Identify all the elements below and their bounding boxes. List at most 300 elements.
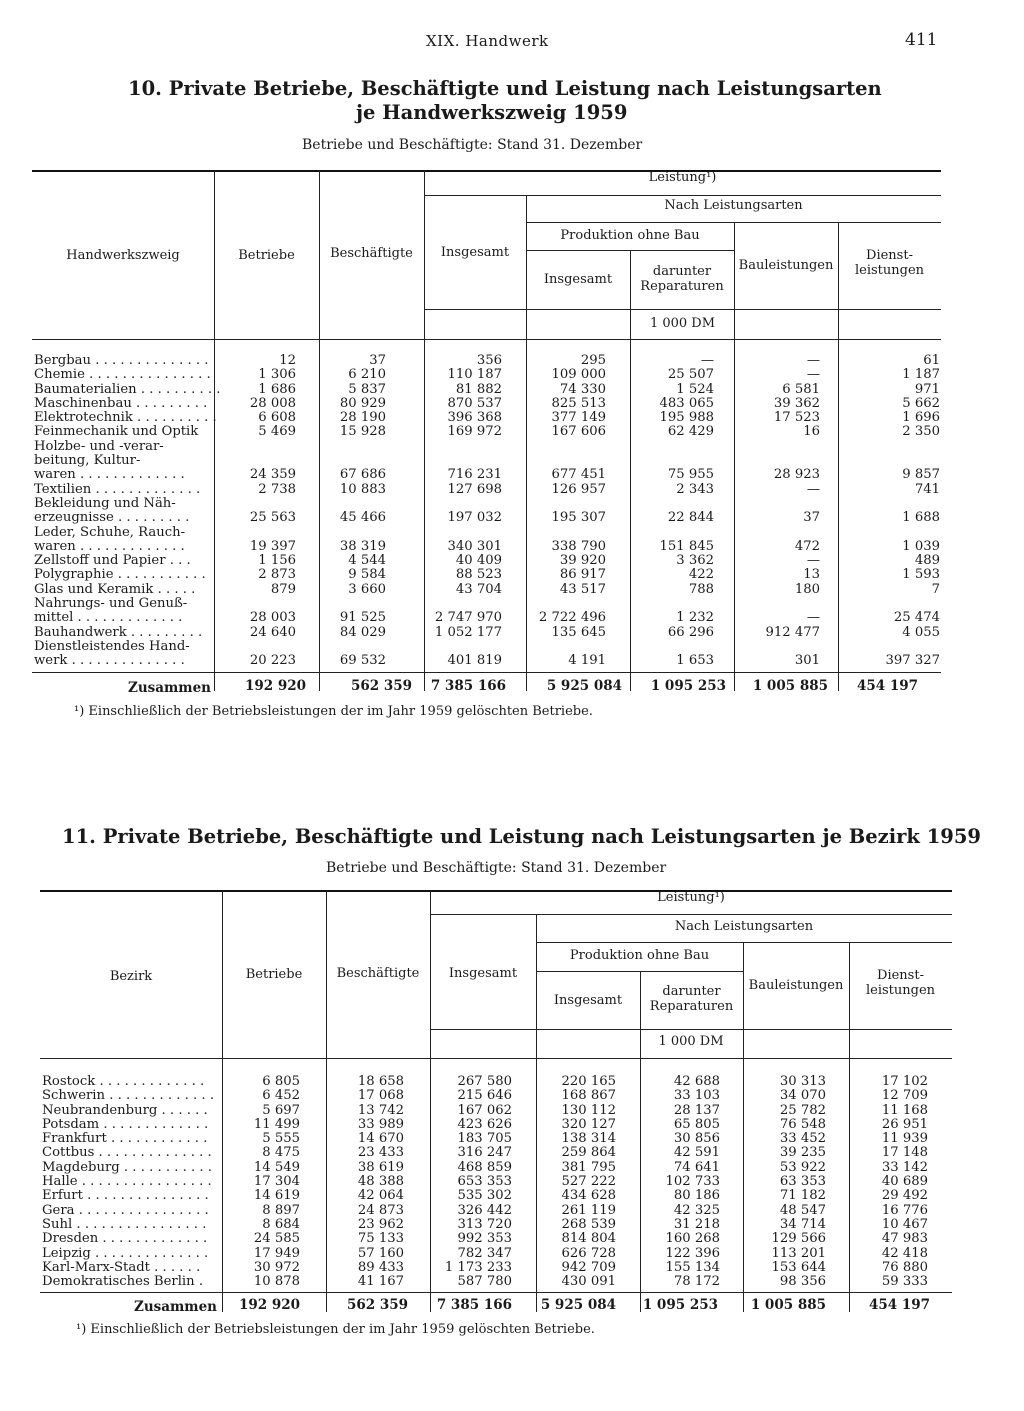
- cell-value: 12: [279, 353, 296, 368]
- row-label: erzeugnisse . . . . . . . . .: [34, 510, 190, 526]
- cell-value: 1 156: [258, 553, 296, 569]
- row-label: Chemie . . . . . . . . . . . . . . .: [34, 367, 211, 383]
- cell-value: 16: [803, 424, 820, 440]
- row-label: Frankfurt . . . . . . . . . . . .: [42, 1131, 208, 1147]
- total-value: 5 925 084: [546, 678, 622, 694]
- row-label: Bekleidung und Näh-: [34, 495, 176, 511]
- cell-value: 5 555: [262, 1131, 300, 1147]
- cell-value: 30 313: [779, 1074, 826, 1089]
- table-row: [42, 1118, 952, 1132]
- cell-value: 37: [803, 510, 820, 526]
- row-label: Potsdam . . . . . . . . . . . . .: [42, 1116, 209, 1132]
- cell-value: 127 698: [447, 481, 502, 497]
- cell-value: 9 584: [348, 567, 386, 583]
- table10-title-line1: 10. Private Betriebe, Beschäftigte und Leistung nach Leistungsarten: [128, 77, 882, 100]
- cell-value: 113 201: [771, 1245, 826, 1261]
- cell-value: 17 304: [253, 1174, 300, 1190]
- table10-header-stub: Handwerkszweig: [66, 248, 180, 263]
- cell-value: 75 955: [667, 467, 714, 483]
- cell-value: 10 883: [339, 481, 386, 497]
- cell-value: 67 686: [339, 467, 386, 483]
- cell-value: 316 247: [457, 1145, 512, 1161]
- cell-value: 6 608: [258, 410, 296, 426]
- table10-header-betriebe: Betriebe: [238, 248, 295, 263]
- total-value: 7 385 166: [436, 1297, 512, 1313]
- total-value: 1 005 885: [750, 1297, 826, 1313]
- cell-value: 168 867: [561, 1088, 616, 1104]
- table11-header-prod-insgesamt: Insgesamt: [553, 993, 623, 1008]
- table11-header-insgesamt: Insgesamt: [448, 966, 518, 981]
- table-row: [42, 1189, 952, 1203]
- cell-value: 74 330: [559, 381, 606, 397]
- cell-value: 31 218: [673, 1216, 720, 1232]
- cell-value: 422: [688, 567, 714, 583]
- table-row: [42, 1218, 952, 1232]
- table-row: [34, 411, 941, 425]
- cell-value: 86 917: [559, 567, 606, 583]
- cell-value: 42 418: [881, 1245, 928, 1261]
- cell-value: 43 517: [559, 581, 606, 597]
- cell-value: 30 972: [253, 1259, 300, 1275]
- cell-value: 17 148: [881, 1145, 928, 1161]
- table10-header-leistung: Leistung¹): [648, 170, 717, 185]
- cell-value: 75 133: [357, 1231, 404, 1247]
- cell-value: 4 191: [568, 653, 606, 669]
- row-label: Holzbe- und -verar-: [34, 438, 164, 454]
- cell-value: 39 920: [559, 553, 606, 569]
- table11-header-betriebe: Betriebe: [245, 967, 303, 982]
- row-label: mittel . . . . . . . . . . . . .: [34, 610, 183, 626]
- row-label: Glas und Keramik . . . . .: [34, 581, 196, 597]
- cell-value: 1 039: [902, 538, 940, 554]
- table-row: [42, 1175, 952, 1189]
- row-label: Bauhandwerk . . . . . . . . .: [34, 624, 203, 640]
- cell-value: 261 119: [561, 1202, 616, 1218]
- table11-header-nach: Nach Leistungsarten: [674, 919, 814, 934]
- cell-value: 4 055: [902, 624, 940, 640]
- cell-value: 42 064: [357, 1188, 404, 1204]
- cell-value: 401 819: [447, 653, 502, 669]
- cell-value: 2 722 496: [538, 610, 606, 626]
- total-value: 562 359: [350, 678, 412, 694]
- cell-value: —: [806, 553, 820, 569]
- cell-value: 160 268: [665, 1231, 720, 1247]
- table11-header-produktion: Produktion ohne Bau: [569, 948, 710, 963]
- cell-value: 76 880: [881, 1259, 928, 1275]
- cell-value: 14 549: [253, 1159, 300, 1175]
- cell-value: 34 714: [779, 1216, 826, 1232]
- cell-value: 1 524: [676, 381, 714, 397]
- cell-value: 10 467: [881, 1216, 928, 1232]
- table-row: [42, 1204, 952, 1218]
- cell-value: 992 353: [457, 1231, 512, 1247]
- cell-value: 381 795: [561, 1159, 616, 1175]
- cell-value: 338 790: [551, 538, 606, 554]
- total-value: 454 197: [856, 678, 918, 694]
- cell-value: 25 507: [667, 367, 714, 383]
- table10-total-label: Zusammen: [128, 680, 211, 696]
- cell-value: 197 032: [447, 510, 502, 526]
- cell-value: 28 008: [249, 395, 296, 411]
- cell-value: 42 591: [673, 1145, 720, 1161]
- cell-value: 1 593: [902, 567, 940, 583]
- cell-value: 11 168: [881, 1102, 928, 1118]
- cell-value: 7: [931, 581, 940, 597]
- cell-value: 15 928: [339, 424, 386, 440]
- row-label: werk . . . . . . . . . . . . . .: [34, 653, 185, 669]
- cell-value: 33 142: [881, 1159, 928, 1175]
- table-row: [34, 568, 941, 582]
- cell-value: 183 705: [457, 1131, 512, 1147]
- table11-footnote: ¹) Einschließlich der Betriebsleistungen der im Jahr 1959 gelöschten Betriebe.: [76, 1322, 595, 1337]
- table-row: [42, 1161, 952, 1175]
- cell-value: —: [700, 353, 714, 368]
- cell-value: 53 922: [779, 1159, 826, 1175]
- cell-value: 10 878: [253, 1274, 300, 1290]
- cell-value: 38 319: [339, 538, 386, 554]
- cell-value: 19 397: [249, 538, 296, 554]
- cell-value: 34 070: [779, 1088, 826, 1104]
- cell-value: 377 149: [551, 410, 606, 426]
- cell-value: 20 223: [249, 653, 296, 669]
- table10-header-dienstleistungen: Dienst- leistungen: [854, 248, 925, 278]
- cell-value: 626 728: [561, 1245, 616, 1261]
- row-label: Baumaterialien . . . . . . . . . .: [34, 381, 221, 397]
- table10-header-unit: 1 000 DM: [649, 316, 716, 331]
- cell-value: 47 983: [881, 1231, 928, 1247]
- cell-value: 814 804: [561, 1231, 616, 1247]
- cell-value: 23 433: [357, 1145, 404, 1161]
- cell-value: 28 923: [773, 467, 820, 483]
- table-row: [34, 397, 941, 411]
- cell-value: 37: [369, 353, 386, 368]
- cell-value: 80 186: [673, 1188, 720, 1204]
- cell-value: 396 368: [447, 410, 502, 426]
- cell-value: 89 433: [357, 1259, 404, 1275]
- cell-value: 88 523: [455, 567, 502, 583]
- cell-value: 1 187: [902, 367, 940, 383]
- cell-value: 468 859: [457, 1159, 512, 1175]
- cell-value: 16 776: [881, 1202, 928, 1218]
- table-row: [34, 354, 941, 368]
- table10-title-line2: je Handwerkszweig 1959: [356, 101, 628, 124]
- cell-value: 527 222: [561, 1174, 616, 1190]
- table10-footnote: ¹) Einschließlich der Betriebsleistungen der im Jahr 1959 gelöschten Betriebe.: [74, 704, 593, 719]
- table10-header-beschaeftigte: Beschäftigte: [330, 246, 413, 261]
- cell-value: 22 844: [667, 510, 714, 526]
- cell-value: 78 172: [673, 1274, 720, 1290]
- table-row: [34, 425, 941, 439]
- cell-value: 825 513: [551, 395, 606, 411]
- cell-value: 6 210: [348, 367, 386, 383]
- cell-value: 17 949: [253, 1245, 300, 1261]
- row-label: Magdeburg . . . . . . . . . . .: [42, 1159, 212, 1175]
- table10-body: [34, 354, 941, 669]
- table-row: [42, 1247, 952, 1261]
- cell-value: 220 165: [561, 1074, 616, 1089]
- cell-value: 151 845: [659, 538, 714, 554]
- cell-value: 677 451: [551, 467, 606, 483]
- cell-value: 71 182: [779, 1188, 826, 1204]
- cell-value: 42 325: [673, 1202, 720, 1218]
- row-label: Cottbus . . . . . . . . . . . . . .: [42, 1145, 212, 1161]
- table11-header-beschaeftigte: Beschäftigte: [336, 966, 420, 981]
- cell-value: 2 873: [258, 567, 296, 583]
- cell-value: 1 232: [676, 610, 714, 626]
- row-label: beitung, Kultur-: [34, 453, 141, 469]
- row-label: Maschinenbau . . . . . . . . .: [34, 395, 208, 411]
- cell-value: 1 688: [902, 510, 940, 526]
- cell-value: 397 327: [885, 653, 940, 669]
- cell-value: 430 091: [561, 1274, 616, 1290]
- cell-value: 356: [476, 353, 502, 368]
- cell-value: —: [806, 481, 820, 497]
- table10-header-nach: Nach Leistungsarten: [664, 198, 803, 213]
- table10-header-produktion: Produktion ohne Bau: [560, 228, 700, 243]
- table11-subtitle: Betriebe und Beschäftigte: Stand 31. Dezember: [326, 860, 667, 876]
- cell-value: 587 780: [457, 1274, 512, 1290]
- cell-value: 1 306: [258, 367, 296, 383]
- cell-value: 98 356: [779, 1274, 826, 1290]
- table-row: [34, 626, 941, 640]
- cell-value: 489: [914, 553, 940, 569]
- table-row: [34, 640, 941, 669]
- cell-value: 180: [794, 581, 820, 597]
- cell-value: 320 127: [561, 1116, 616, 1132]
- cell-value: 23 962: [357, 1216, 404, 1232]
- cell-value: 340 301: [447, 538, 502, 554]
- cell-value: 69 532: [339, 653, 386, 669]
- table10-header-prod-insgesamt: Insgesamt: [543, 272, 613, 287]
- cell-value: 5 469: [258, 424, 296, 440]
- cell-value: 42 688: [673, 1074, 720, 1089]
- cell-value: 8 475: [262, 1145, 300, 1161]
- table11-body: [42, 1075, 952, 1289]
- cell-value: 40 409: [455, 553, 502, 569]
- cell-value: 43 704: [455, 581, 502, 597]
- cell-value: 84 029: [339, 624, 386, 640]
- row-label: Neubrandenburg . . . . . .: [42, 1102, 208, 1118]
- cell-value: 17 102: [881, 1074, 928, 1089]
- cell-value: 25 782: [779, 1102, 826, 1118]
- cell-value: 4 544: [348, 553, 386, 569]
- cell-value: 45 466: [339, 510, 386, 526]
- table11-header-unit: 1 000 DM: [658, 1034, 724, 1049]
- row-label: Leder, Schuhe, Rauch-: [34, 524, 186, 540]
- cell-value: 268 539: [561, 1216, 616, 1232]
- row-label: waren . . . . . . . . . . . . .: [34, 538, 185, 554]
- cell-value: 74 641: [673, 1159, 720, 1175]
- cell-value: 14 619: [253, 1188, 300, 1204]
- cell-value: 169 972: [447, 424, 502, 440]
- table10-header-darunter: darunter Reparaturen: [640, 264, 724, 294]
- row-label: Nahrungs- und Genuß-: [34, 596, 188, 612]
- cell-value: 1 686: [258, 381, 296, 397]
- cell-value: 259 864: [561, 1145, 616, 1161]
- cell-value: 9 857: [902, 467, 940, 483]
- cell-value: 17 068: [357, 1088, 404, 1104]
- cell-value: 63 353: [779, 1174, 826, 1190]
- total-value: 1 095 253: [650, 678, 726, 694]
- row-label: Gera . . . . . . . . . . . . . . . .: [42, 1202, 209, 1218]
- table-row: [42, 1089, 952, 1103]
- cell-value: 48 388: [357, 1174, 404, 1190]
- cell-value: 13 742: [357, 1102, 404, 1118]
- row-label: Polygraphie . . . . . . . . . . .: [34, 567, 206, 583]
- cell-value: 3 660: [348, 581, 386, 597]
- cell-value: 30 856: [673, 1131, 720, 1147]
- cell-value: 130 112: [561, 1102, 616, 1118]
- cell-value: 33 103: [673, 1088, 720, 1104]
- row-label: Leipzig . . . . . . . . . . . . . .: [42, 1245, 209, 1261]
- row-label: Zellstoff und Papier . . .: [34, 553, 191, 569]
- cell-value: 126 957: [551, 481, 606, 497]
- cell-value: 76 548: [779, 1116, 826, 1132]
- cell-value: 109 000: [551, 367, 606, 383]
- cell-value: 129 566: [771, 1231, 826, 1247]
- table-row: [34, 440, 941, 483]
- cell-value: 2 747 970: [434, 610, 502, 626]
- cell-value: 33 989: [357, 1116, 404, 1132]
- total-value: 5 925 084: [540, 1297, 616, 1313]
- cell-value: 912 477: [765, 624, 820, 640]
- cell-value: 110 187: [447, 367, 502, 383]
- table-row: [42, 1075, 952, 1089]
- cell-value: 17 523: [773, 410, 820, 426]
- cell-value: 167 606: [551, 424, 606, 440]
- row-label: Feinmechanik und Optik: [34, 424, 199, 440]
- table-row: [34, 497, 941, 526]
- cell-value: 2 343: [676, 481, 714, 497]
- table-row: [34, 383, 941, 397]
- table-row: [34, 368, 941, 382]
- row-label: Rostock . . . . . . . . . . . . .: [42, 1074, 205, 1089]
- total-value: 192 920: [244, 678, 306, 694]
- cell-value: 1 052 177: [434, 624, 502, 640]
- total-value: 7 385 166: [430, 678, 506, 694]
- total-value: 1 005 885: [752, 678, 828, 694]
- cell-value: 91 525: [339, 610, 386, 626]
- cell-value: 1 696: [902, 410, 940, 426]
- cell-value: 5 697: [262, 1102, 300, 1118]
- cell-value: 65 805: [673, 1116, 720, 1132]
- table-row: [34, 483, 941, 497]
- row-label: Karl-Marx-Stadt . . . . . .: [42, 1259, 201, 1275]
- table-row: [42, 1261, 952, 1275]
- total-value: 454 197: [868, 1297, 930, 1313]
- total-value: 562 359: [346, 1297, 408, 1313]
- cell-value: 29 492: [881, 1188, 928, 1204]
- cell-value: 782 347: [457, 1245, 512, 1261]
- cell-value: 741: [914, 481, 940, 497]
- cell-value: 13: [803, 567, 820, 583]
- cell-value: 472: [794, 538, 820, 554]
- cell-value: 155 134: [665, 1259, 720, 1275]
- cell-value: 5 837: [348, 381, 386, 397]
- table-row: [34, 526, 941, 555]
- cell-value: 138 314: [561, 1131, 616, 1147]
- table11-total-label: Zusammen: [134, 1299, 217, 1315]
- row-label: Erfurt . . . . . . . . . . . . . . .: [42, 1188, 209, 1204]
- total-value: 192 920: [238, 1297, 300, 1313]
- cell-value: 28 003: [249, 610, 296, 626]
- cell-value: 24 585: [253, 1231, 300, 1247]
- cell-value: 48 547: [779, 1202, 826, 1218]
- cell-value: 215 646: [457, 1088, 512, 1104]
- table11-header-dienstleistungen: Dienst- leistungen: [865, 968, 936, 998]
- cell-value: 870 537: [447, 395, 502, 411]
- table-row: [42, 1275, 952, 1289]
- cell-value: 434 628: [561, 1188, 616, 1204]
- cell-value: 3 362: [676, 553, 714, 569]
- row-label: Schwerin . . . . . . . . . . . . .: [42, 1088, 215, 1104]
- cell-value: 18 658: [357, 1074, 404, 1089]
- cell-value: 195 307: [551, 510, 606, 526]
- cell-value: —: [806, 610, 820, 626]
- table-row: [42, 1132, 952, 1146]
- cell-value: 879: [270, 581, 296, 597]
- cell-value: 483 065: [659, 395, 714, 411]
- running-head: XIX. Handwerk: [426, 32, 549, 50]
- table-row: [42, 1232, 952, 1246]
- cell-value: 295: [580, 353, 606, 368]
- cell-value: 5 662: [902, 395, 940, 411]
- table-row: [34, 583, 941, 597]
- cell-value: 971: [914, 381, 940, 397]
- cell-value: 24 640: [249, 624, 296, 640]
- cell-value: 24 873: [357, 1202, 404, 1218]
- cell-value: 135 645: [551, 624, 606, 640]
- table11-header-stub: Bezirk: [109, 969, 153, 984]
- cell-value: 61: [923, 353, 940, 368]
- row-label: Dresden . . . . . . . . . . . . .: [42, 1231, 208, 1247]
- cell-value: 25 563: [249, 510, 296, 526]
- cell-value: 153 644: [771, 1259, 826, 1275]
- cell-value: 423 626: [457, 1116, 512, 1132]
- cell-value: 535 302: [457, 1188, 512, 1204]
- cell-value: 195 988: [659, 410, 714, 426]
- cell-value: 59 333: [881, 1274, 928, 1290]
- cell-value: 24 359: [249, 467, 296, 483]
- total-value: 1 095 253: [642, 1297, 718, 1313]
- cell-value: 12 709: [881, 1088, 928, 1104]
- table10-header-insgesamt: Insgesamt: [440, 245, 510, 260]
- table-row: [42, 1146, 952, 1160]
- table11-header-leistung: Leistung¹): [657, 890, 725, 905]
- table10-header-bauleistungen: Bauleistungen: [738, 258, 834, 273]
- cell-value: 11 939: [881, 1131, 928, 1147]
- cell-value: 14 670: [357, 1131, 404, 1147]
- cell-value: 11 499: [253, 1116, 300, 1132]
- cell-value: 80 929: [339, 395, 386, 411]
- row-label: waren . . . . . . . . . . . . .: [34, 467, 185, 483]
- cell-value: 326 442: [457, 1202, 512, 1218]
- cell-value: 942 709: [561, 1259, 616, 1275]
- cell-value: 41 167: [357, 1274, 404, 1290]
- cell-value: 40 689: [881, 1174, 928, 1190]
- cell-value: 167 062: [457, 1102, 512, 1118]
- cell-value: 2 350: [902, 424, 940, 440]
- cell-value: 28 137: [673, 1102, 720, 1118]
- cell-value: 102 733: [665, 1174, 720, 1190]
- cell-value: 66 296: [667, 624, 714, 640]
- table-row: [34, 554, 941, 568]
- cell-value: 267 580: [457, 1074, 512, 1089]
- cell-value: 39 362: [773, 395, 820, 411]
- cell-value: 81 882: [455, 381, 502, 397]
- cell-value: 6 452: [262, 1088, 300, 1104]
- cell-value: 25 474: [893, 610, 940, 626]
